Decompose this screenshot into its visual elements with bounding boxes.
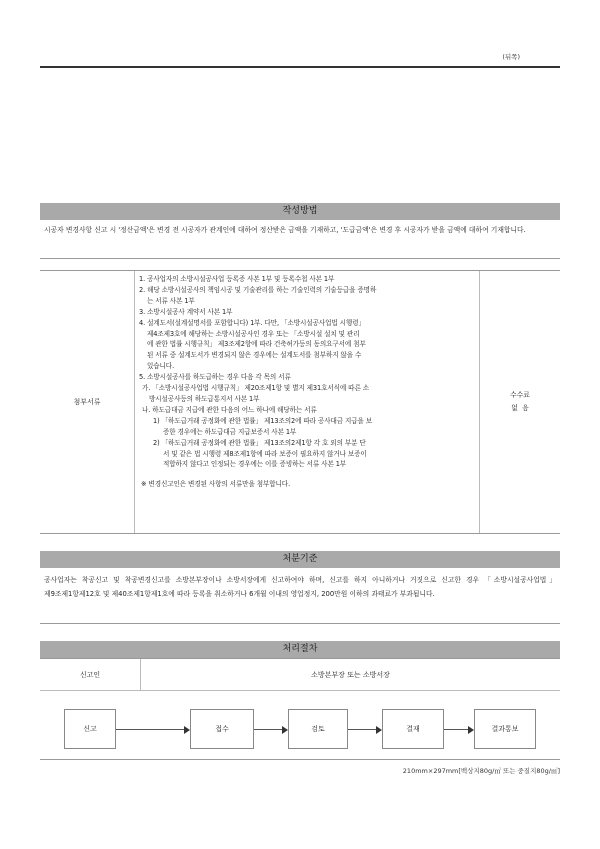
attachment-line: 2) 「하도급거래 공정화에 관한 법률」 제13조의2제1항 각 호 외의 부분 단 bbox=[153, 438, 366, 447]
attachment-line: 1. 공사업자의 소방시설공사업 등록증 사본 1부 및 등록수첩 사본 1부 bbox=[139, 275, 335, 283]
attachment-line: 3. 소방시설공사 계약서 사본 1부 bbox=[139, 307, 233, 316]
writing-method-rule bbox=[40, 258, 560, 259]
arrow-line bbox=[254, 729, 282, 730]
attachment-line: 된 서류 중 설계도서가 변경되지 않은 경우에는 설계도서를 첨부하지 않을 수 bbox=[147, 351, 362, 360]
attachment-line: 5. 소방시설공사를 하도급하는 경우 다음 각 목의 서류 bbox=[139, 373, 291, 382]
attachment-line: 제4조제3호에 해당하는 소방시설공사인 경우 또는 「소방시설 설치 및 관리 bbox=[147, 329, 360, 338]
attachments-list bbox=[134, 271, 480, 533]
arrow-line bbox=[348, 729, 376, 730]
attachment-line: 나. 하도급대금 지급에 관한 다음의 어느 하나에 해당하는 서류 bbox=[142, 405, 317, 414]
step-report: 신고 bbox=[64, 709, 116, 749]
attachments-label: 첨부서류 bbox=[73, 398, 101, 406]
writing-method-text: 시공자 변경사항 신고 시 '정산금액'은 변경 전 시공자가 관계인에 대하여 정산받은 금액을 기재하고, '도급금액'은 변경 후 시공자가 받을 금액에 대하여 기재합니다. bbox=[44, 226, 526, 234]
disposition-header: 처분기준 bbox=[40, 551, 560, 568]
paper-size-note: 210mm×297mm[백상지80g/㎡ 또는 중질지80g/㎡] bbox=[402, 767, 560, 775]
attachment-note: ※ 변경신고인은 변경된 사항의 서류만을 첨부합니다. bbox=[141, 480, 291, 489]
attachment-line: 방시설공사등의 하도급통지서 사본 1부 bbox=[149, 394, 260, 403]
authority-label: 소방본부장 또는 소방서장 bbox=[140, 659, 560, 691]
attachment-line: 가. 「소방시설공사업법 시행규칙」 제20조제1항 및 별지 제31호서식에 따른 소 bbox=[142, 384, 369, 393]
attachment-line: 1) 「하도급거래 공정화에 관한 법률」 제13조의2에 따라 공사대금 지급을 보 bbox=[153, 416, 373, 425]
fee-label: 수수료 bbox=[510, 391, 530, 399]
writing-method-header: 작성방법 bbox=[40, 203, 560, 220]
attachment-line: 는 서류 사본 1부 bbox=[147, 296, 195, 305]
step-receipt: 접수 bbox=[190, 709, 254, 749]
top-rule bbox=[40, 66, 560, 68]
fee-value: 없 음 bbox=[511, 404, 529, 412]
attachment-line: 적합하지 않다고 인정되는 경우에는 이를 증빙하는 서류 사본 1부 bbox=[163, 460, 347, 469]
attachment-line: 서 및 같은 법 시행령 제8조제1항에 따라 보증이 필요하지 않거나 보증이 bbox=[163, 449, 367, 458]
attachment-line: 있습니다. bbox=[147, 362, 175, 371]
attachments-table bbox=[40, 270, 560, 534]
step-result-notice: 결과통보 bbox=[474, 709, 536, 749]
applicant-label: 신고인 bbox=[40, 659, 140, 691]
step-approval: 결재 bbox=[382, 709, 444, 749]
arrow-line bbox=[116, 729, 184, 730]
step-review: 검토 bbox=[288, 709, 348, 749]
attachment-line: 에 관한 법률 시행규칙」 제3조제2항에 따라 건축허가등의 동의요구서에 첨부 bbox=[147, 340, 366, 349]
procedure-table bbox=[40, 658, 560, 760]
attachment-line: 4. 설계도서(설계설명서를 포함합니다) 1부. 다만, 「소방시설공사업법 시행령」 bbox=[139, 318, 365, 327]
attachment-line: 증한 경우에는 하도급대금 지급보증서 사본 1부 bbox=[163, 427, 297, 436]
procedure-header: 처리절차 bbox=[40, 641, 560, 658]
fee-cell bbox=[480, 271, 560, 533]
arrow-line bbox=[444, 729, 468, 730]
page-side-label: (뒤쪽) bbox=[502, 53, 520, 61]
disposition-rule bbox=[40, 623, 560, 624]
attachment-line: 2. 해당 소방시설공사의 책임시공 및 기술관리를 하는 기술인력의 기술등급을 증명하 bbox=[139, 285, 377, 294]
disposition-text: 공사업자는 착공신고 및 착공변경신고를 소방본부장이나 소방서장에게 신고하여야 하며, 신고를 하지 아니하거나 거짓으로 신고한 경우 「소방시설공사업법」 제9조제1항제12호 및 제40조제1항제1호에 따라 등록을 취소하거나 6개월 이내의 영업정지, 200만원 이하의 과태료가 부과됩니다. bbox=[44, 576, 556, 598]
